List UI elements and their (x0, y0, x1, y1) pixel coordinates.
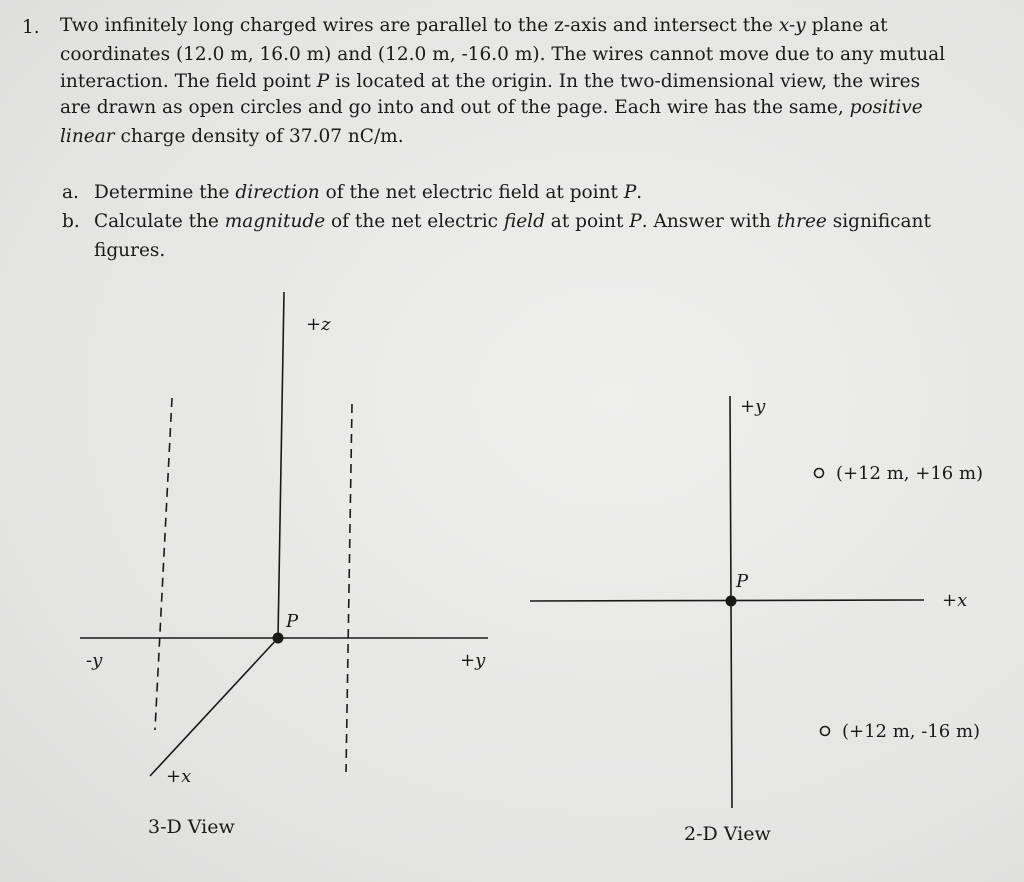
emphasis: linear (60, 126, 115, 147)
point-p-3d (273, 633, 284, 644)
x-axis-3d (150, 638, 278, 776)
neg-y-label: -y (86, 650, 103, 671)
point-p-label-3d: P (286, 611, 299, 632)
point-p-label-2d: P (736, 571, 749, 592)
pos-y-label-3d: +y (460, 650, 486, 671)
x-axis-label-2d: +x (942, 590, 968, 611)
wire-upper-circle (815, 469, 824, 478)
emphasis: field (503, 211, 545, 232)
emphasis: magnitude (224, 211, 326, 232)
z-axis (278, 292, 284, 638)
emphasis: direction (235, 182, 320, 203)
wire-lower-circle (821, 727, 830, 736)
emphasis: P (623, 182, 637, 203)
statement-line: coordinates (12.0 m, 16.0 m) and (12.0 m, -16.0 m). The wires cannot move due to any mutual (60, 44, 946, 65)
wire-lower-coordinates: (+12 m, -16 m) (842, 721, 981, 742)
emphasis: positive (849, 97, 923, 118)
wire-left-dashed (155, 398, 172, 730)
emphasis: P (629, 211, 642, 232)
emphasis: three (776, 211, 827, 232)
y-axis-label-2d: +y (740, 396, 766, 417)
wire-upper-coordinates: (+12 m, +16 m) (836, 463, 984, 484)
wire-right-dashed (346, 404, 352, 772)
part-text: Determine the direction of the net electric field at point P. (94, 182, 643, 203)
emphasis: x-y (778, 15, 806, 36)
z-axis-label: +z (306, 314, 331, 335)
statement-line: interaction. The field point P is located at the origin. In the two-dimensional view, the wires (60, 71, 921, 92)
part-label: a. (62, 182, 79, 203)
part-label: b. (62, 211, 80, 232)
question-number: 1. (22, 17, 40, 38)
statement-line: are drawn as open circles and go into and out of the page. Each wire has the same, positive (60, 97, 923, 118)
part-text: Calculate the magnitude of the net electric field at point P. Answer with three significant (94, 211, 931, 232)
point-p-2d (726, 596, 737, 607)
statement-line: Two infinitely long charged wires are parallel to the z-axis and intersect the x-y plane at (60, 15, 888, 36)
caption-3d: 3-D View (148, 816, 235, 838)
diagram-3d (80, 292, 488, 776)
caption-2d: 2-D View (684, 823, 771, 845)
x-axis-label-3d: +x (166, 766, 192, 787)
statement-line: linear charge density of 37.07 nC/m. (60, 126, 404, 147)
part-text: figures. (94, 240, 166, 261)
emphasis: P (316, 71, 330, 92)
